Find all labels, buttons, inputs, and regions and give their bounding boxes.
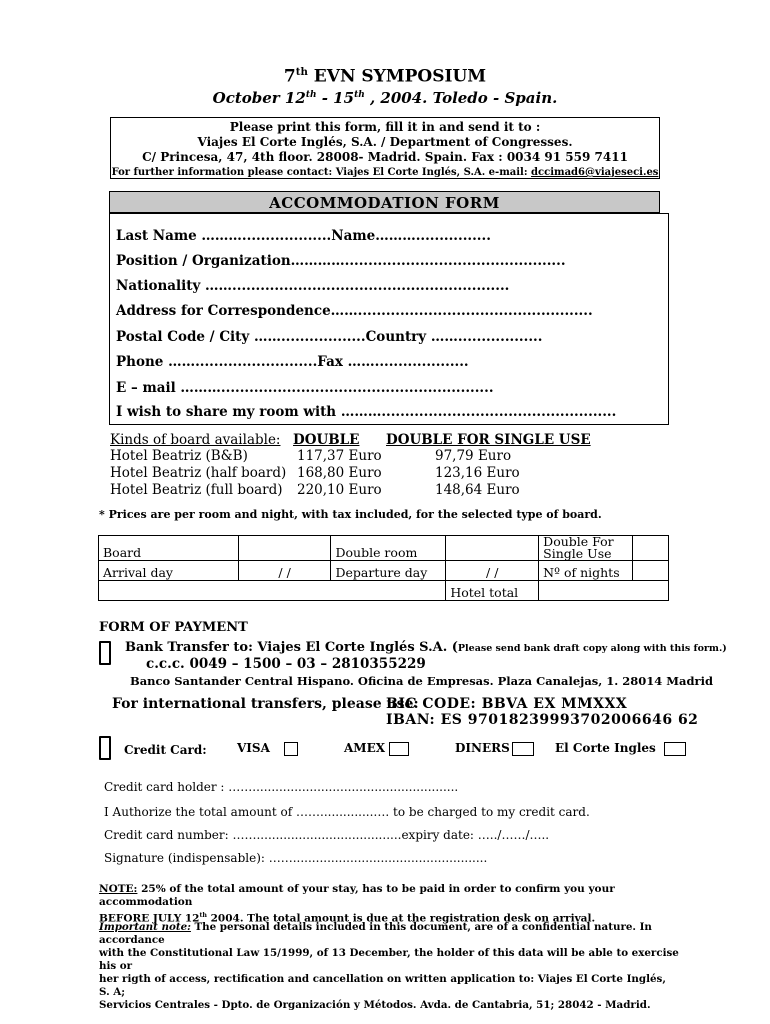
email-field[interactable]: E – mail ……….......................................................... — [116, 380, 494, 396]
hotel-total-cell[interactable] — [539, 581, 669, 601]
departure-date-cell[interactable]: / / — [446, 561, 539, 581]
contact-email-link[interactable]: dccimad6@viajeseci.es — [531, 167, 659, 178]
arrival-date-cell[interactable]: / / — [238, 561, 331, 581]
hotel-total-label: Hotel total — [446, 581, 539, 601]
event-dates: October 12th - 15th , 2004. Toledo - Spain. — [212, 89, 558, 107]
price-double: 117,37 Euro — [297, 448, 382, 464]
position-field[interactable]: Position / Organization…………............................................... — [116, 253, 566, 269]
payment-heading: FORM OF PAYMENT — [99, 620, 248, 635]
blank-cell — [99, 581, 446, 601]
privacy-note: Important note: The personal details included in this document, are of a confidential nature. In accordance with the Constitutional Law 15/1999, of 13 December, the holder of this data will be able to exercise his or her rigth of access, rectification and cancellation on written application to: Viajes El Corte Inglés, S. A; Servicios Centrales - Dpto. de Organización y Métodos. Avda. de Cantabria, 51; 28042 - Madrid. — [99, 921, 679, 1011]
board-double-prices — [297, 448, 382, 499]
credit-card-checkbox[interactable] — [99, 736, 111, 764]
signature-field[interactable]: Signature (indispensable): ……................................................... — [104, 851, 488, 865]
visa-checkbox[interactable] — [284, 742, 298, 756]
double-room-cell[interactable] — [446, 536, 539, 561]
instructions-line-3: C/ Princesa, 47, 4th floor. 28008- Madrid. Spain. Fax : 0034 91 559 7411 — [142, 150, 628, 164]
board-double-header: DOUBLE — [293, 432, 360, 448]
amex-option[interactable]: AMEX — [344, 741, 409, 756]
nights-label: Nº of nights — [539, 561, 633, 581]
credit-card-label: Credit Card: — [124, 743, 207, 757]
amex-checkbox[interactable] — [389, 742, 409, 756]
iban-code: IBAN: ES 97018239993702006646 62 — [386, 712, 699, 728]
double-single-label: Double For Single Use — [539, 536, 633, 561]
phone-fax-field[interactable]: Phone ……..........................Fax …….................... — [116, 354, 469, 370]
intl-transfer-label: For international transfers, please use: — [112, 696, 419, 712]
form-title: ACCOMMODATION FORM — [109, 191, 660, 213]
page-title: 7th EVN SYMPOSIUM — [283, 66, 487, 87]
nationality-field[interactable]: Nationality ……........................................................... — [116, 278, 510, 294]
eci-option[interactable]: El Corte Ingles — [555, 741, 686, 756]
bic-code: BIC CODE: BBVA EX MMXXX — [386, 696, 628, 712]
authorize-amount-field[interactable]: I Authorize the total amount of ……..............…. to be charged to my credit card. — [104, 805, 590, 819]
board-single-header: DOUBLE FOR SINGLE USE — [386, 432, 591, 448]
postal-city-field[interactable]: Postal Code / City ……..................Country …….................. — [116, 329, 543, 345]
card-number-field[interactable]: Credit card number: ……......................................expiry date: …../……/….. — [104, 828, 550, 842]
price-single: 148,64 Euro — [435, 482, 520, 498]
eci-checkbox[interactable] — [664, 742, 686, 756]
double-single-cell[interactable] — [633, 536, 669, 561]
board-kinds-header: Kinds of board available: — [110, 432, 281, 448]
board-name: Hotel Beatriz (half board) — [110, 465, 287, 481]
bank-name: Banco Santander Central Hispano. Oficina de Empresas. Plaza Canalejas, 1. 28014 Madrid — [130, 674, 713, 688]
bank-account: c.c.c. 0049 – 1500 – 03 – 2810355229 — [146, 656, 426, 672]
bank-transfer-checkbox[interactable] — [99, 641, 111, 669]
instructions-line-1: Please print this form, fill it in and send it to : — [229, 120, 541, 134]
instructions-box — [110, 117, 660, 179]
price-double: 220,10 Euro — [297, 482, 382, 498]
board-name: Hotel Beatriz (B&B) — [110, 448, 248, 464]
diners-option[interactable]: DINERS — [455, 741, 534, 756]
board-name: Hotel Beatriz (full board) — [110, 482, 283, 498]
arrival-label: Arrival day — [99, 561, 239, 581]
last-name-field[interactable]: Last Name ………...................Name………................ — [116, 228, 491, 244]
prices-note: * Prices are per room and night, with tax included, for the selected type of board. — [99, 508, 602, 521]
booking-table — [98, 535, 669, 601]
address-field[interactable]: Address for Correspondence…….................................................. — [116, 303, 593, 319]
bank-transfer-label: Bank Transfer to: Viajes El Corte Inglés S.A. (Please send bank draft copy along with this form.) — [125, 640, 727, 655]
board-label: Board — [99, 536, 239, 561]
price-single: 123,16 Euro — [435, 465, 520, 481]
instructions-line-2: Viajes El Corte Inglés, S.A. / Department of Congresses. — [197, 135, 573, 149]
price-single: 97,79 Euro — [435, 448, 512, 464]
share-room-field[interactable]: I wish to share my room with ……….................................................. — [116, 404, 617, 420]
card-holder-field[interactable]: Credit card holder : ……...................................................... — [104, 780, 459, 794]
double-room-label: Double room — [331, 536, 446, 561]
price-double: 168,80 Euro — [297, 465, 382, 481]
board-select-cell[interactable] — [238, 536, 331, 561]
diners-checkbox[interactable] — [512, 742, 534, 756]
nights-cell[interactable] — [633, 561, 669, 581]
board-row — [110, 448, 286, 499]
visa-option[interactable]: VISA — [237, 741, 298, 756]
departure-label: Departure day — [331, 561, 446, 581]
board-single-prices — [435, 448, 520, 499]
instructions-line-4: For further information please contact: Viajes El Corte Inglés, S.A. e-mail: dccimad6@viajeseci.es — [111, 167, 659, 178]
deposit-note: NOTE: 25% of the total amount of your stay, has to be paid in order to confirm you your accommodation BEFORE JULY 12th 2004. The total amount is due at the registration desk on arrival. — [99, 883, 615, 925]
